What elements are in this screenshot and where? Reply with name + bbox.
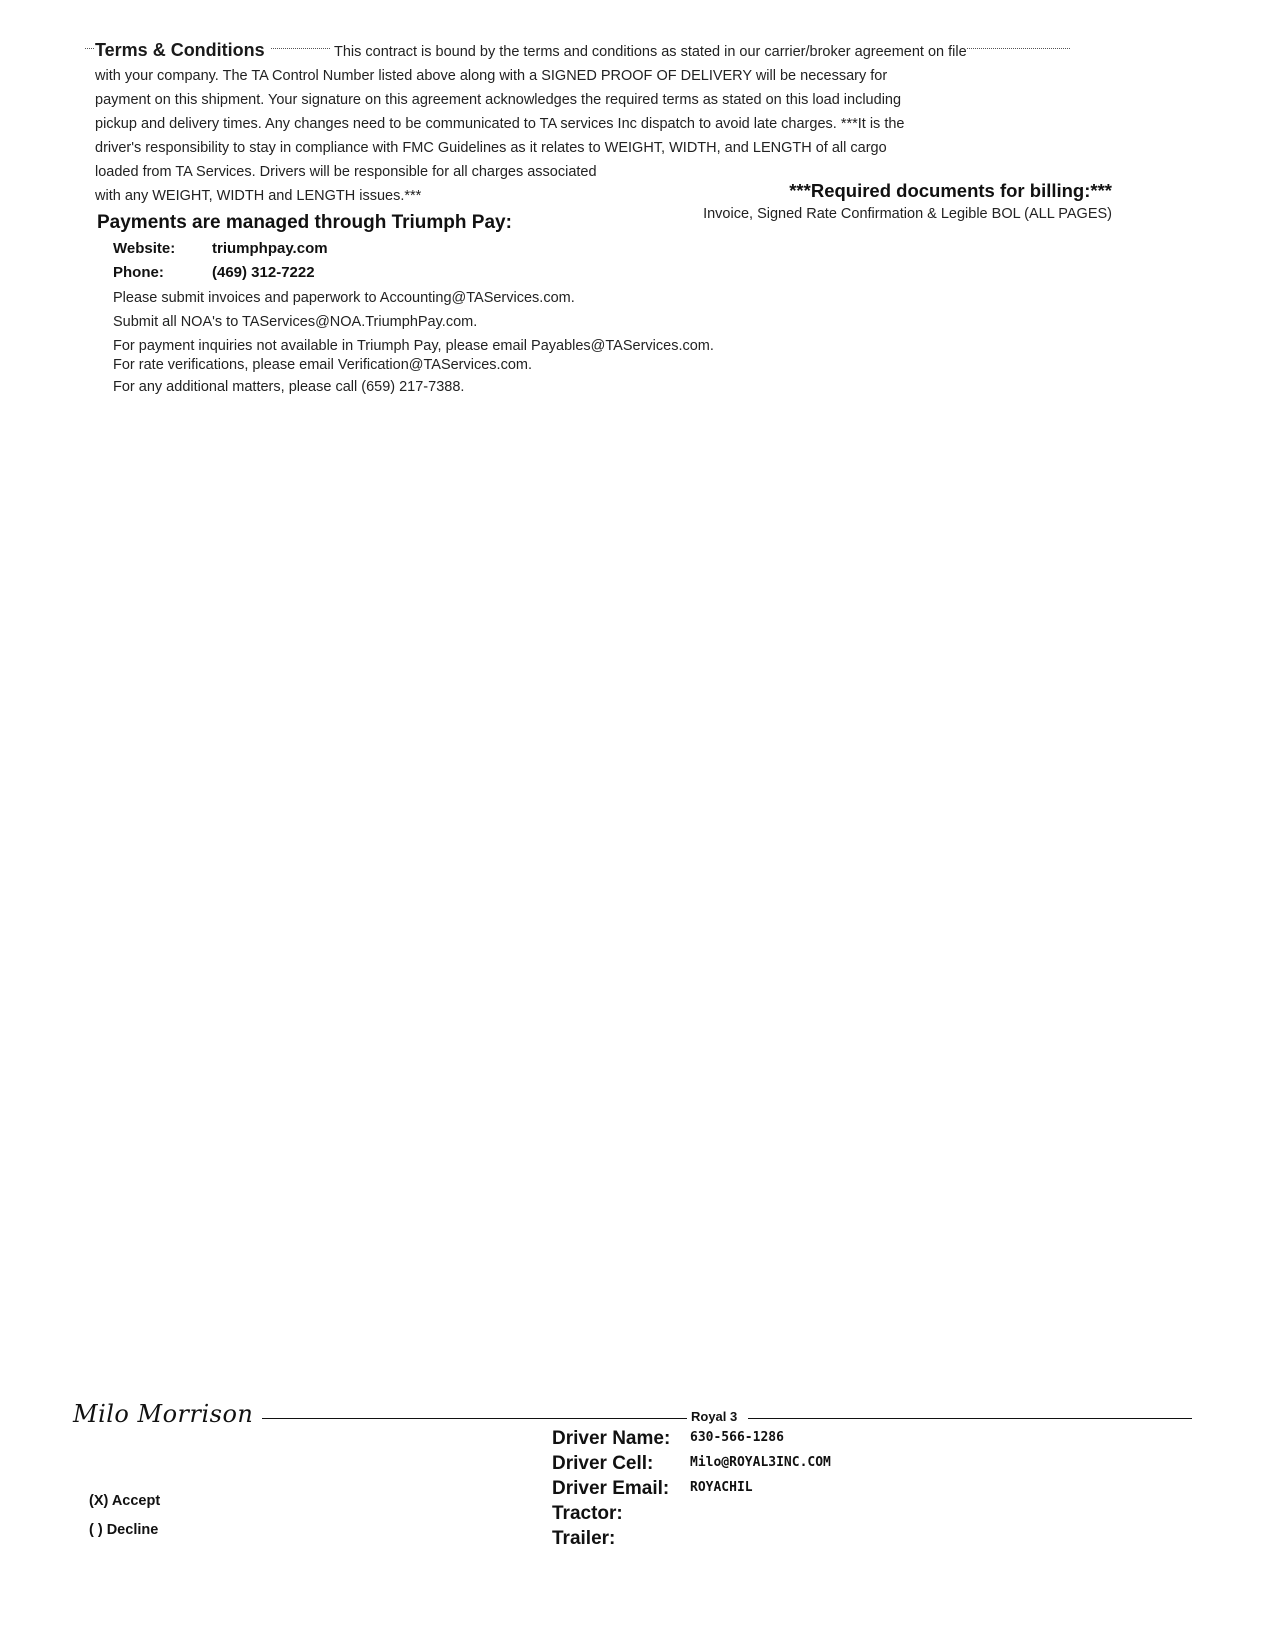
phone-value: (469) 312-7222 xyxy=(212,264,315,281)
driver-cell-label: Driver Cell: xyxy=(552,1453,654,1474)
terms-line: pickup and delivery times. Any changes need to be communicated to TA services Inc dispatch to avoid late charges. ***It is the xyxy=(95,116,905,132)
trailer-label: Trailer: xyxy=(552,1528,616,1549)
website-label: Website: xyxy=(113,240,176,257)
driver-name-value: 630-566-1286 xyxy=(690,1430,784,1445)
driver-cell-value: Milo@ROYAL3INC.COM xyxy=(690,1455,831,1470)
signature-rule xyxy=(262,1418,687,1419)
decline-option[interactable]: ( ) Decline xyxy=(89,1522,159,1538)
driver-email-value: ROYACHIL xyxy=(690,1480,753,1495)
terms-heading: Terms & Conditions xyxy=(95,40,271,61)
required-docs-heading: ***Required documents for billing:*** xyxy=(789,180,1112,201)
tractor-label: Tractor: xyxy=(552,1503,623,1524)
driver-name-label: Driver Name: xyxy=(552,1428,671,1449)
terms-line: loaded from TA Services. Drivers will be responsible for all charges associated xyxy=(95,164,597,180)
payment-line: Please submit invoices and paperwork to Accounting@TAServices.com. xyxy=(113,290,575,306)
terms-line: payment on this shipment. Your signature on this agreement acknowledges the required terms as stated on this load including xyxy=(95,92,902,108)
required-docs-text: Invoice, Signed Rate Confirmation & Legible BOL (ALL PAGES) xyxy=(703,206,1112,222)
signature-rule xyxy=(748,1418,1192,1419)
accept-option[interactable]: (X) Accept xyxy=(89,1493,161,1509)
terms-line: driver's responsibility to stay in compliance with FMC Guidelines as it relates to WEIGHT, WIDTH, and LENGTH of all cargo xyxy=(95,140,887,156)
payment-line: Submit all NOA's to TAServices@NOA.TriumphPay.com. xyxy=(113,314,478,330)
payment-line: For rate verifications, please email Verification@TAServices.com. xyxy=(113,357,532,373)
terms-line: This contract is bound by the terms and conditions as stated in our carrier/broker agreement on file xyxy=(330,44,967,60)
payment-line: For any additional matters, please call (659) 217-7388. xyxy=(113,379,465,395)
terms-line: with your company. The TA Control Number listed above along with a SIGNED PROOF OF DELIVERY will be necessary for xyxy=(95,68,888,84)
payments-heading: Payments are managed through Triumph Pay: xyxy=(97,212,512,233)
payment-line: For payment inquiries not available in Triumph Pay, please email Payables@TAServices.com. xyxy=(113,338,714,354)
signature: Milo Morrison xyxy=(73,1400,254,1428)
driver-email-label: Driver Email: xyxy=(552,1478,670,1499)
carrier-name: Royal 3 xyxy=(691,1409,738,1424)
website-value: triumphpay.com xyxy=(212,240,328,257)
terms-line: with any WEIGHT, WIDTH and LENGTH issues.*** xyxy=(95,188,422,204)
phone-label: Phone: xyxy=(113,264,164,281)
